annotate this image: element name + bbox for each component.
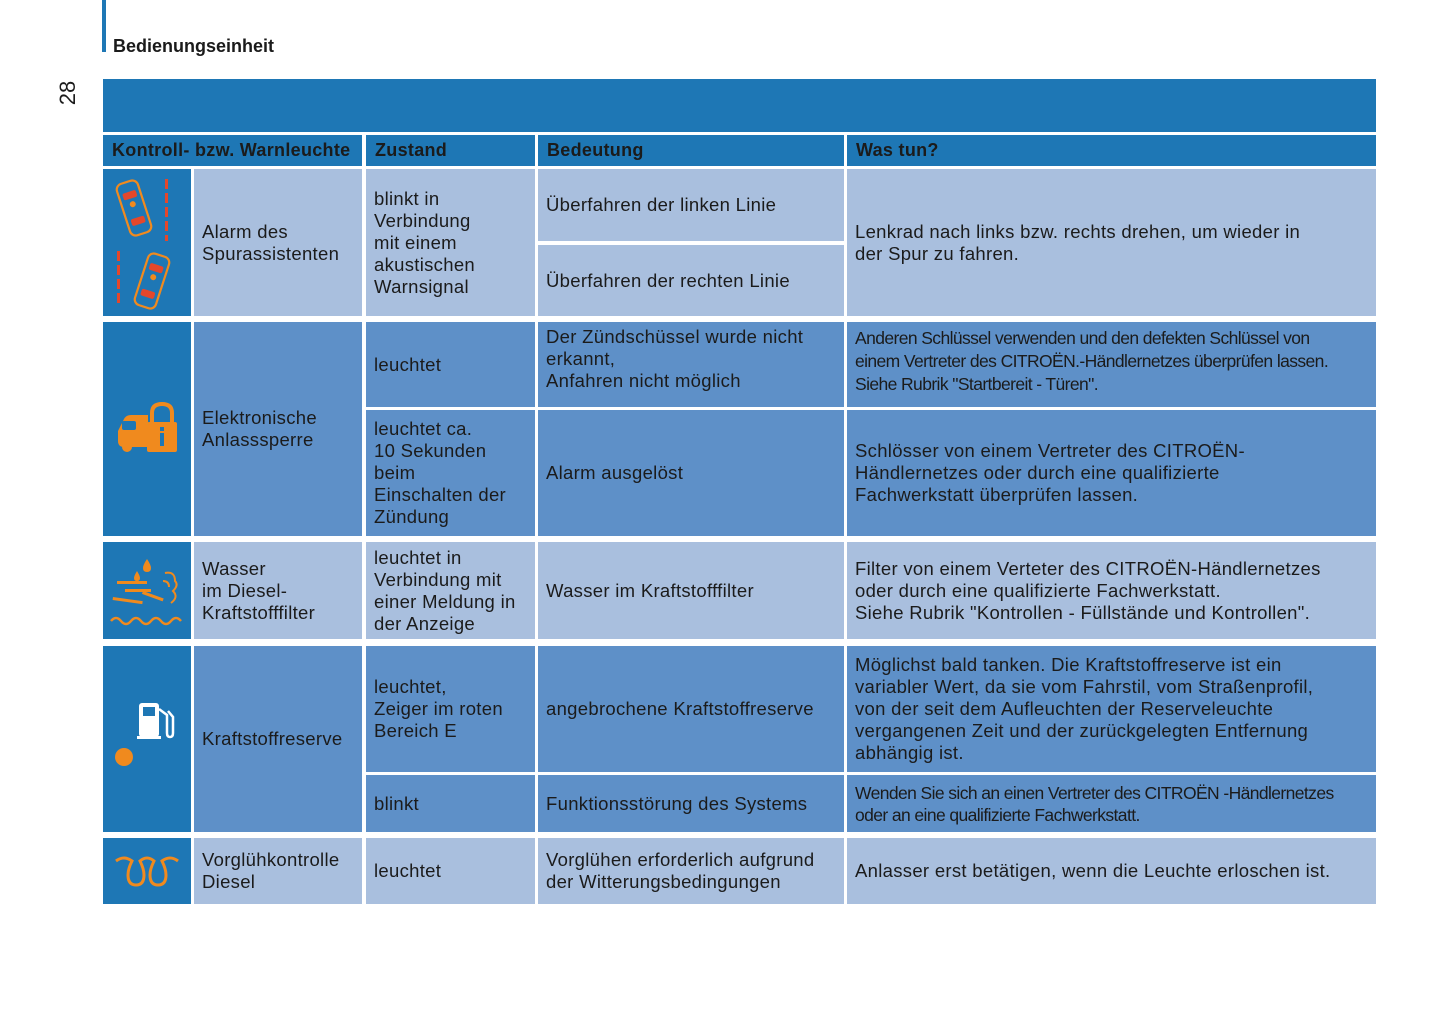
lamp-name: Vorglühkontrolle Diesel bbox=[194, 838, 362, 904]
immobiliser-icon bbox=[103, 322, 191, 536]
column-header-state: Zustand bbox=[366, 135, 535, 166]
lamp-name: Kraftstoffreserve bbox=[194, 646, 362, 832]
lamp-name: Alarm des Spurassistenten bbox=[194, 169, 362, 316]
meaning-text: Funktionsstörung des Systems bbox=[538, 775, 844, 832]
meaning-text: angebrochene Kraftstoffreserve bbox=[538, 646, 844, 772]
water-in-diesel-icon bbox=[103, 542, 191, 639]
table-title-bar bbox=[103, 79, 1376, 132]
column-header-meaning: Bedeutung bbox=[538, 135, 844, 166]
state-text: blinkt bbox=[366, 775, 535, 832]
column-header-action: Was tun? bbox=[847, 135, 1376, 166]
lane-departure-icon bbox=[103, 169, 191, 316]
lamp-name: Wasser im Diesel- Kraftstofffilter bbox=[194, 542, 362, 639]
glow-plug-icon bbox=[103, 838, 191, 904]
state-text: leuchtet bbox=[366, 838, 535, 904]
meaning-text: Überfahren der rechten Linie bbox=[538, 245, 844, 316]
meaning-text: Alarm ausgelöst bbox=[538, 410, 844, 536]
fuel-reserve-icon bbox=[103, 646, 191, 832]
meaning-text: Vorglühen erforderlich aufgrund der Witterungsbedingungen bbox=[538, 838, 844, 904]
meaning-text: Der Zündschüssel wurde nicht erkannt, Anfahren nicht möglich bbox=[538, 322, 844, 407]
action-text: Filter von einem Verteter des CITROËN-Händlernetzes oder durch eine qualifizierte Fachwerkstatt. Siehe Rubrik "Kontrollen - Füllstände und Kontrollen". bbox=[847, 542, 1376, 639]
section-title: Bedienungseinheit bbox=[113, 36, 275, 56]
meaning-text: Wasser im Kraftstofffilter bbox=[538, 542, 844, 639]
action-text: Wenden Sie sich an einen Vertreter des CITROËN -Händlernetzes oder an eine qualifizierte Fachwerkstatt. bbox=[847, 775, 1376, 832]
lamp-name: Elektronische Anlasssperre bbox=[194, 322, 362, 536]
page-margin-bar bbox=[102, 0, 106, 52]
state-text: leuchtet in Verbindung mit einer Meldung in der Anzeige bbox=[366, 542, 535, 639]
page-number: 28 bbox=[55, 80, 80, 106]
state-text: blinkt in Verbindung mit einem akustischen Warnsignal bbox=[366, 169, 535, 316]
state-text: leuchtet ca. 10 Sekunden beim Einschalten der Zündung bbox=[366, 410, 535, 536]
action-text: Lenkrad nach links bzw. rechts drehen, um wieder in der Spur zu fahren. bbox=[847, 169, 1376, 316]
action-text: Schlösser von einem Vertreter des CITROËN- Händlernetzes oder durch eine qualifizierte Fachwerkstatt überprüfen lassen. bbox=[847, 410, 1376, 536]
column-header-lamp: Kontroll- bzw. Warnleuchte bbox=[103, 135, 362, 166]
action-text: Möglichst bald tanken. Die Kraftstoffreserve ist ein variabler Wert, da sie vom Fahrstil, vom Straßenprofil, von der seit dem Aufleuchten der Reserveleuchte vergangenen Zeit und der zurückgelegten Entfernung abhängig ist. bbox=[847, 646, 1376, 772]
state-text: leuchtet bbox=[366, 322, 535, 407]
meaning-text: Überfahren der linken Linie bbox=[538, 169, 844, 241]
action-text: Anderen Schlüssel verwenden und den defekten Schlüssel von einem Vertreter des CITROËN.-Händlernetzes überprüfen lassen. Siehe Rubrik "Startbereit - Türen". bbox=[847, 322, 1376, 407]
action-text: Anlasser erst betätigen, wenn die Leuchte erloschen ist. bbox=[847, 838, 1376, 904]
state-text: leuchtet, Zeiger im roten Bereich E bbox=[366, 646, 535, 772]
